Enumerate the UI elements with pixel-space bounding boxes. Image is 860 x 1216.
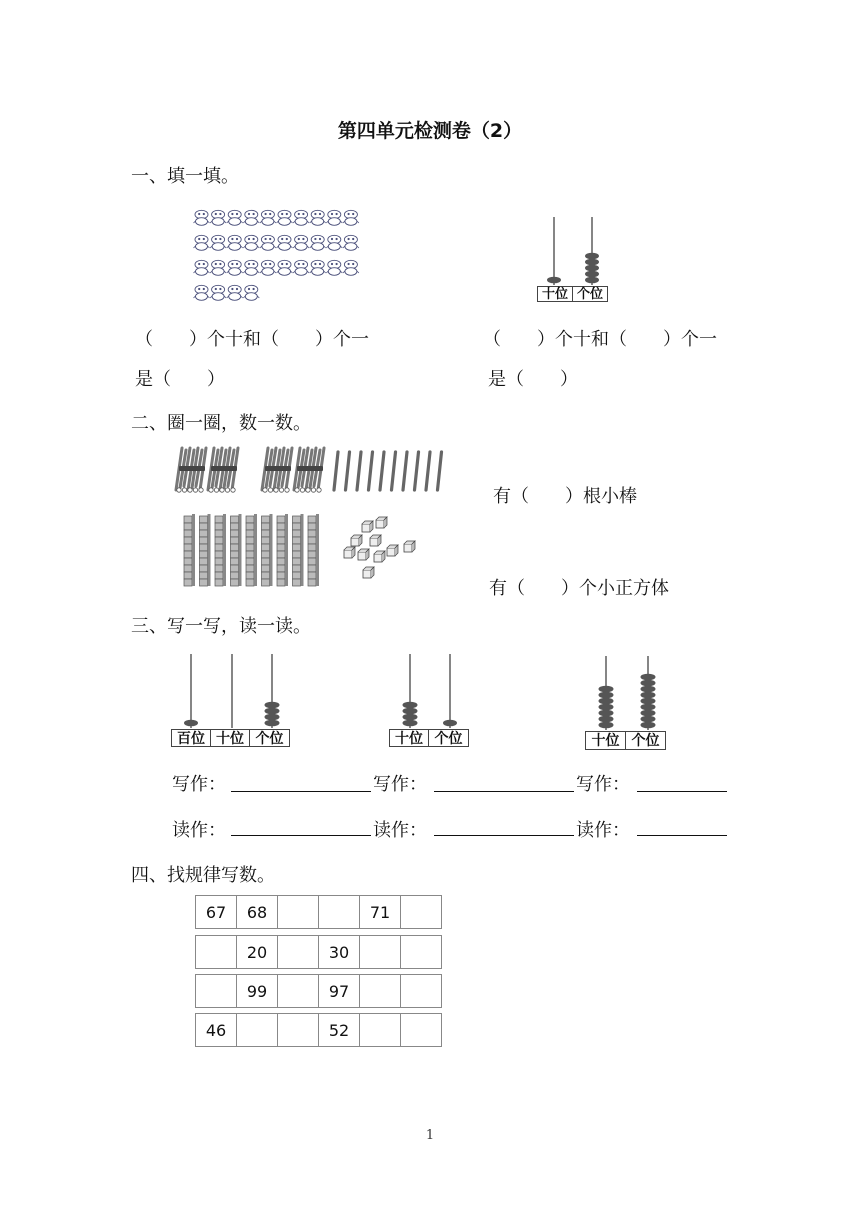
penguin-icon <box>194 235 210 250</box>
small-cube-icon <box>370 535 381 546</box>
cubes-picture <box>180 512 420 592</box>
penguin-icon <box>210 235 226 250</box>
abacusC-tens-label: 十位 <box>585 731 626 750</box>
penguin-icon <box>326 260 342 275</box>
single-stick-icon <box>380 452 384 490</box>
read-label-2: 读作： <box>373 820 427 841</box>
section1-right-line1: （ ）个十和（ ）个一 <box>483 329 717 350</box>
penguin-icon <box>210 260 226 275</box>
seq-cell: 20 <box>237 936 278 969</box>
penguin-picture <box>192 208 362 308</box>
seq-cell[interactable] <box>401 896 442 929</box>
abacusA-tens-label: 十位 <box>210 729 250 747</box>
read-label-1: 读作： <box>172 820 226 841</box>
cube-rod-icon <box>246 514 257 586</box>
sticks-question: 有（ ）根小棒 <box>493 486 637 507</box>
penguin-icon <box>227 210 243 225</box>
seq-cell: 97 <box>319 975 360 1008</box>
small-cube-icon <box>387 545 398 556</box>
single-stick-icon <box>415 452 419 490</box>
section1-heading: 一、填一填。 <box>131 166 239 187</box>
penguin-icon <box>210 285 226 300</box>
read-line-3[interactable] <box>637 835 727 836</box>
write-label-2: 写作： <box>373 774 427 795</box>
abacus1-tens-label: 十位 <box>537 286 573 302</box>
sequence-row-3 <box>195 974 442 1008</box>
write-label-3: 写作： <box>576 774 630 795</box>
sequence-row-2 <box>195 935 442 969</box>
cube-rod-icon <box>308 514 319 586</box>
penguin-icon <box>260 235 276 250</box>
seq-cell: 68 <box>237 896 278 929</box>
penguin-icon <box>227 285 243 300</box>
write-label-1: 写作： <box>172 774 226 795</box>
section1-left-line1: （ ）个十和（ ）个一 <box>135 329 369 350</box>
penguin-icon <box>243 210 259 225</box>
seq-cell[interactable] <box>401 975 442 1008</box>
small-cube-icon <box>351 535 362 546</box>
abacus-section1 <box>534 215 614 287</box>
small-cube-icon <box>404 541 415 552</box>
penguin-icon <box>343 260 359 275</box>
cube-rod-icon <box>277 514 288 586</box>
read-label-3: 读作： <box>576 820 630 841</box>
penguin-icon <box>326 235 342 250</box>
penguin-icon <box>343 235 359 250</box>
abacus-a <box>172 652 292 730</box>
seq-cell: 67 <box>196 896 237 929</box>
penguin-icon <box>243 260 259 275</box>
cube-rod-icon <box>262 514 273 586</box>
seq-cell[interactable] <box>360 936 401 969</box>
stick-bundle-icon <box>176 448 206 492</box>
seq-cell: 30 <box>319 936 360 969</box>
penguin-icon <box>243 285 259 300</box>
section1-right-line2: 是（ ） <box>488 369 578 390</box>
penguin-icon <box>277 235 293 250</box>
cube-rod-icon <box>293 514 304 586</box>
penguin-icon <box>227 235 243 250</box>
read-line-2[interactable] <box>434 835 574 836</box>
penguin-icon <box>194 210 210 225</box>
seq-cell[interactable] <box>237 1014 278 1047</box>
cube-rod-icon <box>215 514 226 586</box>
section1-left-line2: 是（ ） <box>135 369 225 390</box>
cubes-question: 有（ ）个小正方体 <box>489 578 669 599</box>
seq-cell[interactable] <box>196 936 237 969</box>
single-stick-icon <box>392 452 396 490</box>
abacusB-tens-label: 十位 <box>389 729 429 747</box>
single-stick-icon <box>438 452 442 490</box>
seq-cell[interactable] <box>401 1014 442 1047</box>
single-stick-icon <box>346 452 350 490</box>
write-line-3[interactable] <box>637 791 727 792</box>
single-stick-icon <box>403 452 407 490</box>
sequence-row-1 <box>195 895 442 929</box>
penguin-icon <box>343 210 359 225</box>
single-stick-icon <box>369 452 373 490</box>
penguin-icon <box>260 260 276 275</box>
single-stick-icon <box>357 452 361 490</box>
penguin-icon <box>310 260 326 275</box>
single-stick-icon <box>426 452 430 490</box>
small-cube-icon <box>358 549 369 560</box>
abacus1-ones-label: 个位 <box>572 286 608 302</box>
stick-bundle-icon <box>294 448 324 492</box>
penguin-icon <box>310 210 326 225</box>
small-cube-icon <box>362 521 373 532</box>
page-title: 第四单元检测卷（2） <box>337 120 523 142</box>
abacusB-ones-label: 个位 <box>428 729 469 747</box>
penguin-icon <box>277 210 293 225</box>
abacusA-ones-label: 个位 <box>249 729 290 747</box>
cube-rod-icon <box>184 514 195 586</box>
penguin-icon <box>293 235 309 250</box>
seq-cell[interactable] <box>196 975 237 1008</box>
read-line-1[interactable] <box>231 835 371 836</box>
section2-heading: 二、圈一圈，数一数。 <box>131 413 311 434</box>
small-cube-icon <box>374 551 385 562</box>
small-cube-icon <box>344 547 355 558</box>
penguin-icon <box>194 285 210 300</box>
seq-cell[interactable] <box>360 975 401 1008</box>
penguin-icon <box>243 235 259 250</box>
penguin-icon <box>194 260 210 275</box>
abacus-c <box>586 654 666 732</box>
abacusA-hundreds-label: 百位 <box>171 729 211 747</box>
penguin-icon <box>227 260 243 275</box>
seq-cell: 52 <box>319 1014 360 1047</box>
cube-rod-icon <box>231 514 242 586</box>
seq-cell: 71 <box>360 896 401 929</box>
abacusC-ones-label: 个位 <box>625 731 666 750</box>
single-stick-icon <box>334 452 338 490</box>
seq-cell[interactable] <box>360 1014 401 1047</box>
penguin-icon <box>293 210 309 225</box>
penguin-icon <box>260 210 276 225</box>
penguin-icon <box>326 210 342 225</box>
seq-cell: 46 <box>196 1014 237 1047</box>
penguin-icon <box>210 210 226 225</box>
penguin-icon <box>277 260 293 275</box>
seq-cell[interactable] <box>401 936 442 969</box>
section3-heading: 三、写一写，读一读。 <box>131 616 311 637</box>
stick-bundles-picture <box>172 444 454 498</box>
sequence-row-4 <box>195 1013 442 1047</box>
write-line-1[interactable] <box>231 791 371 792</box>
write-line-2[interactable] <box>434 791 574 792</box>
seq-cell[interactable] <box>278 1014 319 1047</box>
abacus-b <box>390 652 470 730</box>
stick-bundle-icon <box>262 448 292 492</box>
penguin-icon <box>293 260 309 275</box>
section4-heading: 四、找规律写数。 <box>131 865 275 886</box>
stick-bundle-icon <box>208 448 238 492</box>
seq-cell: 99 <box>237 975 278 1008</box>
cube-rod-icon <box>200 514 211 586</box>
page-number: 1 <box>425 1128 435 1143</box>
seq-cell[interactable] <box>319 896 360 929</box>
small-cube-icon <box>376 517 387 528</box>
seq-cell[interactable] <box>278 896 319 929</box>
seq-cell[interactable] <box>278 936 319 969</box>
small-cube-icon <box>363 567 374 578</box>
penguin-icon <box>310 235 326 250</box>
seq-cell[interactable] <box>278 975 319 1008</box>
